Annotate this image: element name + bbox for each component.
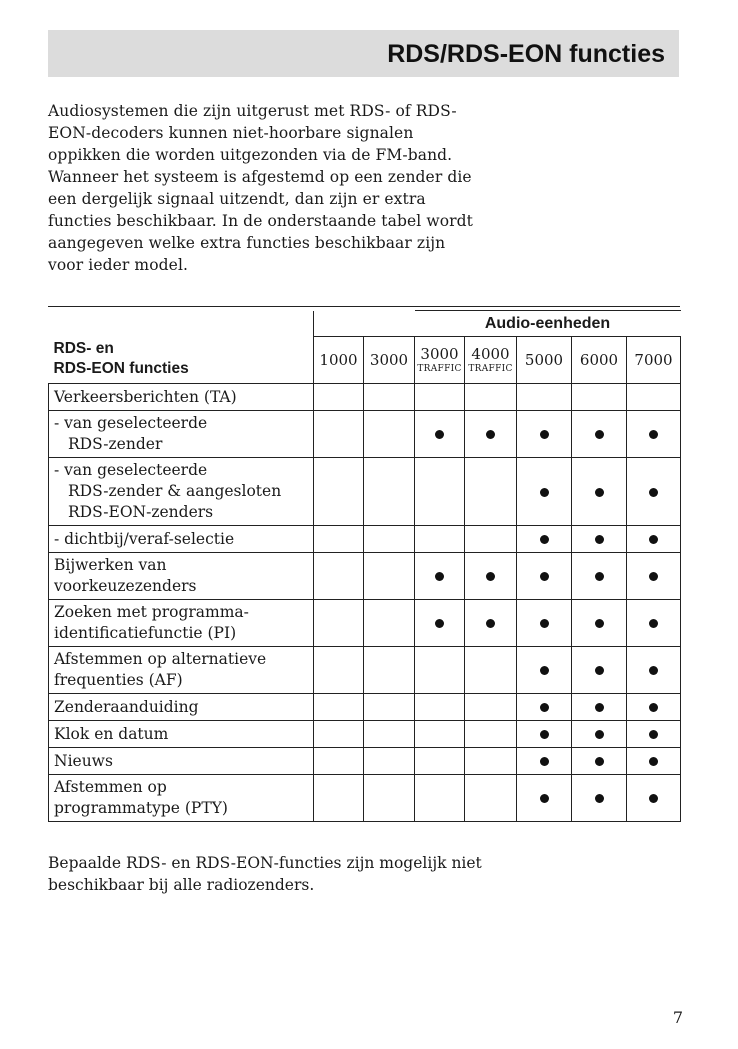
bullet-icon (540, 430, 549, 439)
support-cell (364, 553, 415, 600)
support-cell (314, 775, 364, 822)
support-cell (364, 411, 415, 458)
support-cell (465, 384, 517, 411)
support-cell (627, 600, 681, 647)
function-label: - van geselecteerde RDS-zender & aangesloten RDS-EON-zenders (49, 458, 314, 526)
support-cell (627, 553, 681, 600)
support-cell (627, 458, 681, 526)
support-cell (465, 748, 517, 775)
model-header: 6000 (572, 337, 627, 384)
support-cell (465, 600, 517, 647)
support-cell (517, 411, 572, 458)
support-cell (314, 647, 364, 694)
bullet-icon (649, 794, 658, 803)
support-cell (572, 721, 627, 748)
table-row (49, 721, 681, 748)
support-cell (517, 694, 572, 721)
support-cell (415, 384, 465, 411)
support-cell (314, 694, 364, 721)
function-label: Verkeersberichten (TA) (49, 384, 314, 411)
bullet-icon (540, 488, 549, 497)
support-cell (517, 721, 572, 748)
model-header: 3000 (364, 337, 415, 384)
intro-paragraph: Audiosystemen die zijn uitgerust met RDS- of RDS-EON-decoders kunnen niet-hoorbare signalen oppikken die worden uitgezonden via de FM-band. Wanneer het systeem is afgestemd op een zender die een dergelijk signaal uitzendt, dan zijn er extra functies beschikbaar. In de onderstaande tabel wordt aangegeven welke extra functies beschikbaar zijn voor ieder model. (48, 102, 474, 274)
support-cell (415, 600, 465, 647)
support-cell (415, 411, 465, 458)
bullet-icon (595, 730, 604, 739)
bullet-icon (486, 572, 495, 581)
bullet-icon (595, 488, 604, 497)
support-cell (572, 748, 627, 775)
support-cell (314, 553, 364, 600)
support-cell (415, 553, 465, 600)
support-cell (517, 647, 572, 694)
bullet-icon (649, 572, 658, 581)
support-cell (465, 775, 517, 822)
support-cell (364, 384, 415, 411)
function-label: - dichtbij/veraf-selectie (49, 526, 314, 553)
table-row (49, 411, 681, 458)
support-cell (572, 647, 627, 694)
support-cell (415, 526, 465, 553)
support-cell (364, 600, 415, 647)
bullet-icon (486, 619, 495, 628)
bullet-icon (649, 488, 658, 497)
bullet-icon (435, 572, 444, 581)
support-cell (415, 458, 465, 526)
support-cell (415, 721, 465, 748)
support-cell (465, 647, 517, 694)
support-cell (364, 694, 415, 721)
audio-units-header: Audio-eenheden (415, 311, 681, 337)
support-cell (572, 411, 627, 458)
support-cell (517, 600, 572, 647)
support-cell (314, 384, 364, 411)
bullet-icon (435, 619, 444, 628)
table-row (49, 526, 681, 553)
divider (48, 306, 680, 307)
function-header-line2: RDS-EON functies (53, 360, 189, 377)
support-cell (627, 748, 681, 775)
page-number: 7 (672, 1008, 683, 1027)
bullet-icon (649, 757, 658, 766)
support-cell (517, 384, 572, 411)
support-cell (572, 526, 627, 553)
support-cell (314, 411, 364, 458)
bullet-icon (595, 535, 604, 544)
support-cell (364, 458, 415, 526)
function-label: Bijwerken van voorkeuzezenders (49, 553, 314, 600)
support-cell (465, 721, 517, 748)
support-cell (415, 748, 465, 775)
support-cell (572, 458, 627, 526)
model-header: 4000 TRAFFIC (465, 337, 517, 384)
function-label: Zoeken met programma- identificatiefunctie (PI) (49, 600, 314, 647)
support-cell (572, 694, 627, 721)
support-cell (572, 600, 627, 647)
function-column-header (49, 311, 314, 384)
support-cell (572, 384, 627, 411)
bullet-icon (595, 794, 604, 803)
table-row (49, 553, 681, 600)
bullet-icon (435, 430, 444, 439)
model-header: 5000 (517, 337, 572, 384)
function-label: - van geselecteerde RDS-zender (49, 411, 314, 458)
support-cell (517, 748, 572, 775)
support-cell (465, 458, 517, 526)
support-cell (415, 775, 465, 822)
support-cell (314, 600, 364, 647)
bullet-icon (649, 430, 658, 439)
support-cell (465, 526, 517, 553)
section-header (48, 30, 679, 77)
footer-note: Bepaalde RDS- en RDS-EON-functies zijn mogelijk niet beschikbaar bij alle radiozenders. (48, 854, 482, 894)
table-row (49, 775, 681, 822)
support-cell (517, 775, 572, 822)
bullet-icon (540, 572, 549, 581)
support-cell (364, 647, 415, 694)
bullet-icon (540, 666, 549, 675)
rds-function-table (48, 310, 681, 822)
support-cell (465, 553, 517, 600)
table-row (49, 694, 681, 721)
support-cell (572, 553, 627, 600)
support-cell (415, 647, 465, 694)
table-row (49, 600, 681, 647)
bullet-icon (649, 535, 658, 544)
support-cell (364, 748, 415, 775)
bullet-icon (595, 430, 604, 439)
support-cell (314, 748, 364, 775)
bullet-icon (540, 535, 549, 544)
support-cell (314, 526, 364, 553)
model-header: 7000 (627, 337, 681, 384)
table-row (49, 384, 681, 411)
bullet-icon (540, 794, 549, 803)
support-cell (314, 458, 364, 526)
bullet-icon (649, 703, 658, 712)
bullet-icon (540, 757, 549, 766)
support-cell (517, 553, 572, 600)
function-label: Nieuws (49, 748, 314, 775)
bullet-icon (595, 757, 604, 766)
support-cell (627, 384, 681, 411)
function-header-line1: RDS- en (53, 340, 114, 357)
function-label: Zenderaanduiding (49, 694, 314, 721)
support-cell (314, 721, 364, 748)
bullet-icon (540, 730, 549, 739)
support-cell (364, 775, 415, 822)
bullet-icon (540, 703, 549, 712)
bullet-icon (595, 703, 604, 712)
bullet-icon (486, 430, 495, 439)
table-row (49, 647, 681, 694)
support-cell (517, 526, 572, 553)
function-label: Klok en datum (49, 721, 314, 748)
support-cell (465, 694, 517, 721)
support-cell (517, 458, 572, 526)
support-cell (627, 647, 681, 694)
support-cell (364, 721, 415, 748)
bullet-icon (649, 730, 658, 739)
bullet-icon (649, 666, 658, 675)
support-cell (627, 694, 681, 721)
bullet-icon (540, 619, 549, 628)
function-label: Afstemmen op programmatype (PTY) (49, 775, 314, 822)
bullet-icon (649, 619, 658, 628)
model-header: 3000 TRAFFIC (415, 337, 465, 384)
table-row (49, 458, 681, 526)
support-cell (465, 411, 517, 458)
model-header: 1000 (314, 337, 364, 384)
page-title: RDS/RDS-EON functies (387, 40, 665, 68)
support-cell (572, 775, 627, 822)
support-cell (627, 775, 681, 822)
bullet-icon (595, 619, 604, 628)
support-cell (415, 694, 465, 721)
support-cell (627, 526, 681, 553)
support-cell (627, 721, 681, 748)
bullet-icon (595, 572, 604, 581)
support-cell (364, 526, 415, 553)
table-row (49, 748, 681, 775)
bullet-icon (595, 666, 604, 675)
function-label: Afstemmen op alternatieve frequenties (AF) (49, 647, 314, 694)
support-cell (627, 411, 681, 458)
